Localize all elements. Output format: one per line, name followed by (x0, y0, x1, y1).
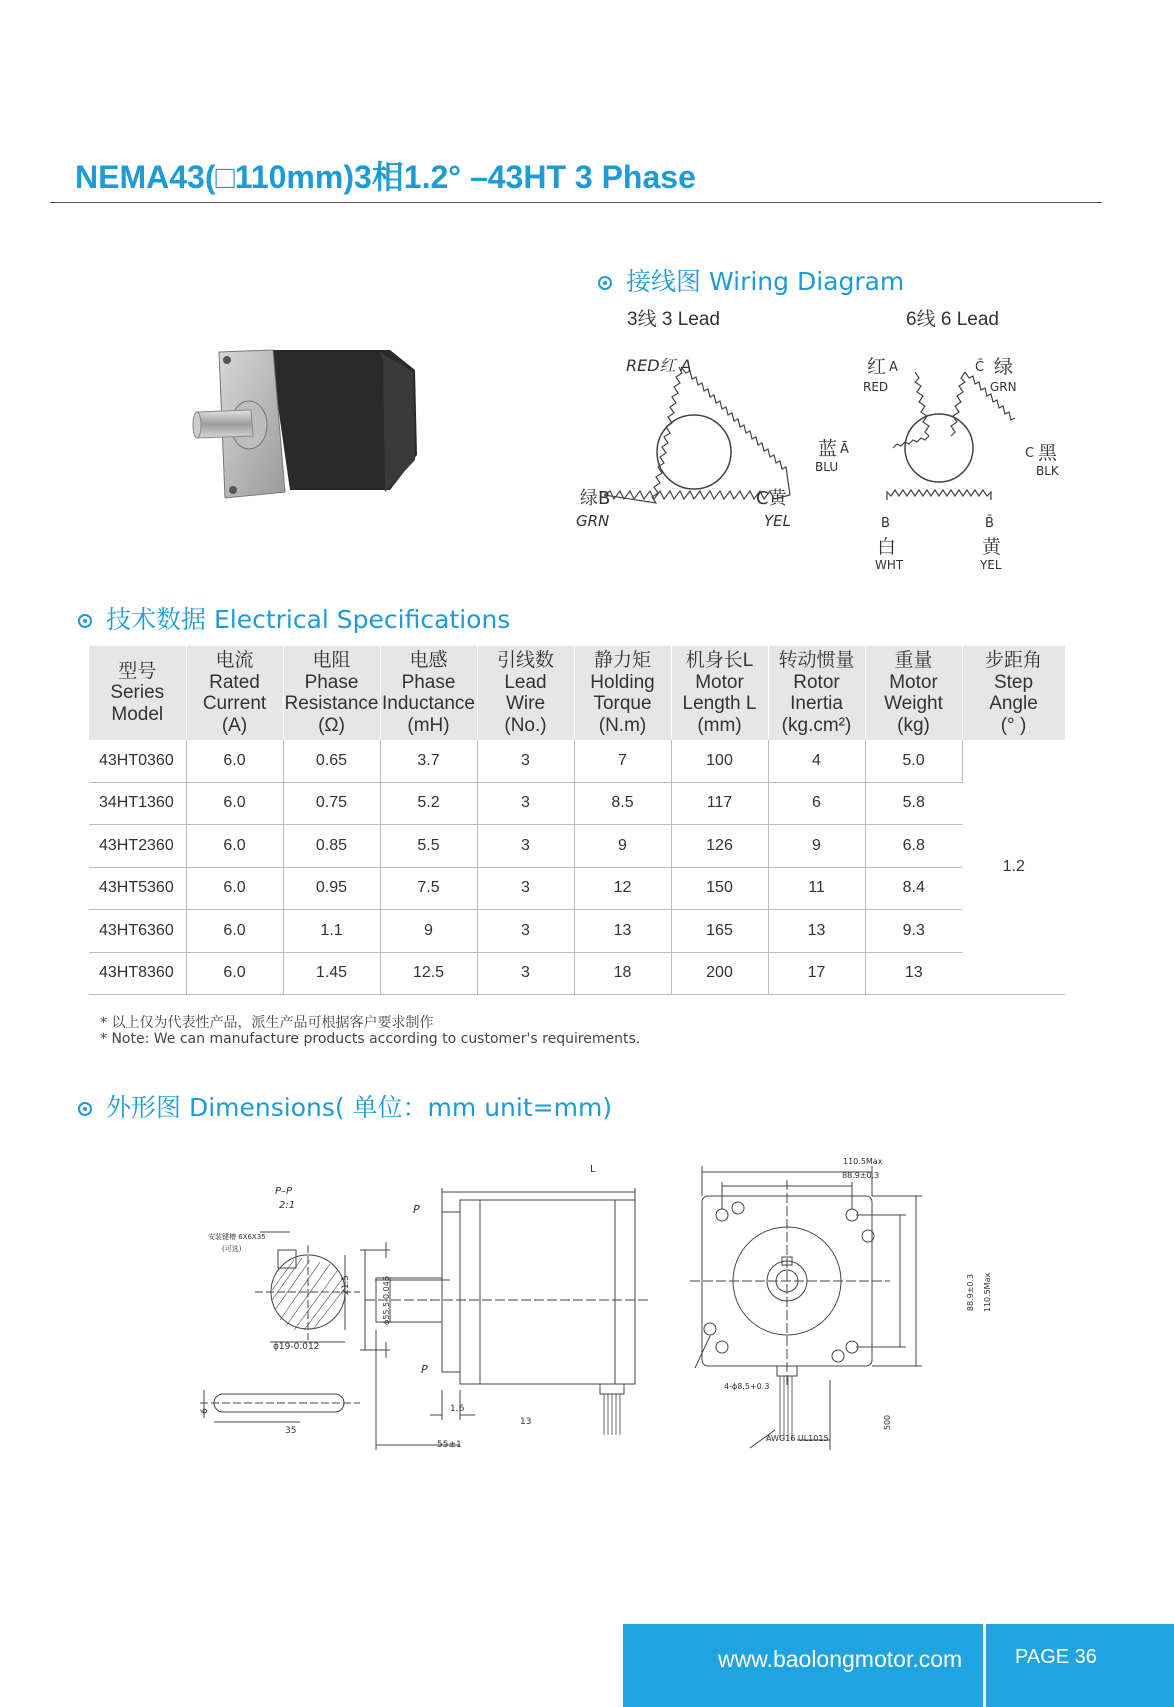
spec-cell: 17 (768, 952, 865, 995)
dim-key-note: 安装键槽 6X6X35 (208, 1233, 266, 1241)
spec-cell: 0.85 (283, 825, 380, 868)
spec-header-line: (N.m) (598, 714, 647, 736)
wiring-heading-text: 接线图 Wiring Diagram (626, 267, 905, 296)
shaft-key-view (200, 1390, 360, 1422)
lead3-a-label: RED红 A (626, 356, 692, 375)
spec-header-line: Phase (304, 671, 359, 693)
lead6-blu-letter: Ā (840, 442, 849, 457)
spec-model-cell: 43HT8360 (89, 952, 186, 995)
spec-header-line: Step (993, 671, 1034, 693)
section-bullet-icon (598, 276, 612, 290)
spec-model-cell: 43HT0360 (89, 740, 186, 782)
spec-cell: 11 (768, 867, 865, 910)
spec-header-cell (768, 646, 865, 740)
spec-cell: 3 (477, 782, 574, 825)
lead6-wht-letter: B (881, 516, 890, 531)
spec-cell: 1.1 (283, 910, 380, 953)
spec-header-line: (No.) (504, 714, 547, 736)
spec-header-cell (865, 646, 962, 740)
note-cn: * 以上仅为代表性产品，派生产品可根据客户要求制作 (100, 1015, 434, 1031)
specs-heading-text: 技术数据 Electrical Specifications (106, 605, 511, 634)
spec-header-cell (380, 646, 477, 740)
spec-row (89, 867, 1065, 910)
spec-header-line: Wire (505, 693, 546, 714)
rotor-circle-6 (905, 414, 973, 482)
lead6-wht-cn: 白 (877, 536, 897, 558)
dim-scale-label: 2:1 (279, 1200, 296, 1211)
spec-cell: 6.0 (186, 910, 283, 953)
spec-header-line: (A) (221, 714, 248, 736)
spec-model-cell: 43HT2360 (89, 825, 186, 868)
dim-key-sub: (可选) (222, 1245, 242, 1253)
spec-header-line: Phase (401, 671, 456, 693)
spec-cell: 3.7 (380, 740, 477, 782)
coil-a-bar (893, 436, 929, 448)
dimension-drawing (190, 1150, 1020, 1460)
dim-889-side: 88.9±0.3 (966, 1273, 976, 1312)
spec-header-line: Torque (593, 693, 652, 714)
spec-cell: 8.4 (865, 867, 962, 910)
spec-header-line: Weight (884, 693, 943, 714)
spec-header-line: 转动惯量 (778, 650, 855, 671)
spec-cell: 0.65 (283, 740, 380, 782)
spec-model-cell: 43HT5360 (89, 867, 186, 910)
section-bullet-icon (78, 1102, 92, 1116)
dim-L: L (590, 1164, 596, 1175)
lead6-red-cn: 红 (867, 356, 887, 378)
spec-cell: 5.2 (380, 782, 477, 825)
spec-row (89, 740, 1065, 782)
spec-cell: 6.0 (186, 740, 283, 782)
spec-header-line: Length L (682, 693, 757, 714)
note-en: * Note: We can manufacture products according to customer's requirements. (100, 1031, 641, 1047)
spec-header-line: Rated (209, 671, 260, 693)
title-divider (50, 202, 1102, 203)
page-title: NEMA43(□110mm)3相1.2° –43HT 3 Phase (75, 159, 696, 195)
footer-url[interactable]: www.baolongmotor.com (718, 1646, 963, 1672)
spec-cell: 6 (768, 782, 865, 825)
spec-cell: 3 (477, 910, 574, 953)
motor-side-view (360, 1188, 650, 1450)
dim-P-bottom: P (421, 1363, 428, 1376)
dim-16: 1.6 (450, 1404, 465, 1414)
lead6-red-letter: A (889, 360, 898, 375)
spec-cell: 7.5 (380, 867, 477, 910)
spec-cell: 18 (574, 952, 671, 995)
lead6-grn-letter: C̄ (975, 360, 985, 375)
spec-cell: 7 (574, 740, 671, 782)
spec-row (89, 825, 1065, 868)
spec-cell: 0.95 (283, 867, 380, 910)
step-angle-cell: 1.2 (962, 740, 1065, 995)
spec-header-line: Holding (590, 671, 655, 693)
dim-pp-label: P–P (275, 1186, 293, 1197)
spec-cell: 8.5 (574, 782, 671, 825)
spec-header-line: Rotor (793, 671, 840, 693)
lead6-wht-en: WHT (875, 558, 904, 572)
dimensions-heading (78, 1088, 612, 1124)
footer-divider (983, 1624, 986, 1707)
lead6-blk-en: BLK (1036, 464, 1059, 478)
spec-header-line: Resistance (284, 693, 379, 714)
spec-header-line: Motor (695, 671, 744, 693)
spec-cell: 3 (477, 867, 574, 910)
spec-header-line: 引线数 (496, 650, 554, 671)
spec-cell: 12 (574, 867, 671, 910)
spec-row (89, 910, 1065, 953)
spec-header-line: Model (111, 703, 164, 725)
spec-cell: 117 (671, 782, 768, 825)
lead6-grn-en: GRN (990, 380, 1017, 394)
lead6-blu-cn: 蓝 (818, 438, 838, 460)
spec-header-line: Series (110, 682, 165, 704)
spec-cell: 150 (671, 867, 768, 910)
spec-cell: 6.0 (186, 952, 283, 995)
spec-cell: 13 (865, 952, 962, 995)
coil-a (915, 372, 929, 436)
spec-cell: 4 (768, 740, 865, 782)
lead6-yel-en: YEL (980, 558, 1002, 572)
spec-cell: 6.8 (865, 825, 962, 868)
page-number: PAGE 36 (1015, 1646, 1097, 1668)
lead3-b-en: GRN (576, 512, 610, 530)
lead6-yel-letter: B̄ (985, 516, 994, 531)
spec-cell: 6.0 (186, 782, 283, 825)
coil-b (887, 490, 991, 500)
spec-header-line: 步距角 (984, 650, 1042, 671)
dimensions-heading-text: 外形图 Dimensions( 单位：mm unit=mm) (106, 1093, 613, 1122)
spec-row (89, 952, 1065, 995)
section-bullet-icon (78, 614, 92, 628)
dim-889-top: 88.9±0.3 (842, 1171, 880, 1180)
lead6-blu-en: BLU (815, 460, 839, 474)
motor-front-view (690, 1166, 922, 1450)
dim-1105-top: 110.5Max (843, 1157, 883, 1166)
dim-6: 6 (199, 1408, 210, 1414)
spec-table (89, 646, 1066, 995)
spec-cell: 13 (574, 910, 671, 953)
spec-header-cell (671, 646, 768, 740)
spec-cell: 3 (477, 740, 574, 782)
spec-header-line: Lead (504, 671, 547, 693)
spec-header-line: Angle (989, 693, 1038, 714)
spec-cell: 9 (768, 825, 865, 868)
wiring-heading (598, 262, 904, 298)
spec-header-line: 静力矩 (593, 650, 651, 671)
spec-cell: 9 (380, 910, 477, 953)
coil-a-c (681, 367, 790, 495)
spec-row (89, 782, 1065, 825)
spec-header-cell (962, 646, 1065, 740)
rotor-circle (657, 415, 731, 489)
spec-header-line: Motor (889, 671, 938, 693)
spec-model-cell: 34HT1360 (89, 782, 186, 825)
spec-header-line: 电感 (409, 650, 448, 671)
specs-heading (78, 600, 510, 636)
dim-55: ϕ55.5-0.046 (381, 1276, 391, 1325)
spec-header-line: (Ω) (318, 714, 345, 736)
spec-header-line: 型号 (118, 660, 157, 682)
spec-header-line: 电阻 (312, 650, 351, 671)
spec-header-row (89, 646, 1065, 740)
spec-cell: 3 (477, 825, 574, 868)
dim-13: 13 (520, 1417, 532, 1427)
spec-header-line: (mm) (697, 714, 742, 736)
dim-215: 21.5 (341, 1274, 352, 1296)
spec-cell: 13 (768, 910, 865, 953)
dim-1105-side: 110.5Max (983, 1272, 993, 1313)
lead6-yel-cn: 黄 (982, 536, 1002, 558)
spec-cell: 6.0 (186, 825, 283, 868)
spec-cell: 9 (574, 825, 671, 868)
spec-header-cell (574, 646, 671, 740)
spec-cell: 200 (671, 952, 768, 995)
spec-header-line: 重量 (894, 650, 933, 671)
spec-header-line: (° ) (1000, 714, 1027, 736)
spec-cell: 9.3 (865, 910, 962, 953)
spec-header-cell (186, 646, 283, 740)
spec-header-line: Inductance (382, 693, 475, 714)
dim-35: 35 (285, 1426, 297, 1436)
spec-cell: 5.0 (865, 740, 962, 782)
dim-55t: 55±1 (437, 1440, 462, 1450)
lead3-b-label: 绿B (580, 488, 611, 509)
spec-header-line: Inertia (790, 693, 843, 714)
lead6-blk-letter: C (1025, 446, 1035, 461)
motor-photo (185, 340, 445, 510)
lead6-blk-cn: 黑 (1038, 442, 1058, 464)
spec-cell: 6.0 (186, 867, 283, 910)
spec-cell: 5.5 (380, 825, 477, 868)
spec-header-line: (mH) (407, 714, 450, 736)
spec-cell: 5.8 (865, 782, 962, 825)
lead6-label: 6线 6 Lead (906, 309, 999, 330)
lead6-grn-cn: 绿 (994, 356, 1014, 378)
lead6-red-en: RED (863, 380, 889, 394)
coil-a-b (604, 367, 682, 503)
dim-19: ϕ19-0.012 (273, 1342, 320, 1352)
spec-header-line: 机身长L (685, 650, 754, 671)
spec-model-cell: 43HT6360 (89, 910, 186, 953)
spec-header-line: (kg) (897, 714, 930, 736)
dim-500: 500 (883, 1414, 893, 1431)
spec-cell: 12.5 (380, 952, 477, 995)
dim-P-top: P (413, 1203, 420, 1216)
spec-cell: 1.45 (283, 952, 380, 995)
lead3-c-en: YEL (764, 512, 791, 530)
lead3-c-label: C黄 (756, 488, 787, 509)
spec-cell: 165 (671, 910, 768, 953)
spec-cell: 100 (671, 740, 768, 782)
dim-wire: AWG16 UL1015 (766, 1434, 829, 1443)
lead3-label: 3线 3 Lead (627, 309, 720, 330)
spec-header-cell (283, 646, 380, 740)
spec-header-line: 电流 (215, 650, 254, 671)
dim-holes: 4-ϕ8.5+0.3 (724, 1382, 770, 1391)
coil-c-bar (951, 372, 965, 436)
spec-cell: 0.75 (283, 782, 380, 825)
spec-header-line: Current (202, 693, 267, 714)
spec-header-cell (477, 646, 574, 740)
spec-header-line: (kg.cm²) (781, 714, 852, 736)
spec-cell: 3 (477, 952, 574, 995)
spec-cell: 126 (671, 825, 768, 868)
spec-header-cell (89, 646, 186, 740)
